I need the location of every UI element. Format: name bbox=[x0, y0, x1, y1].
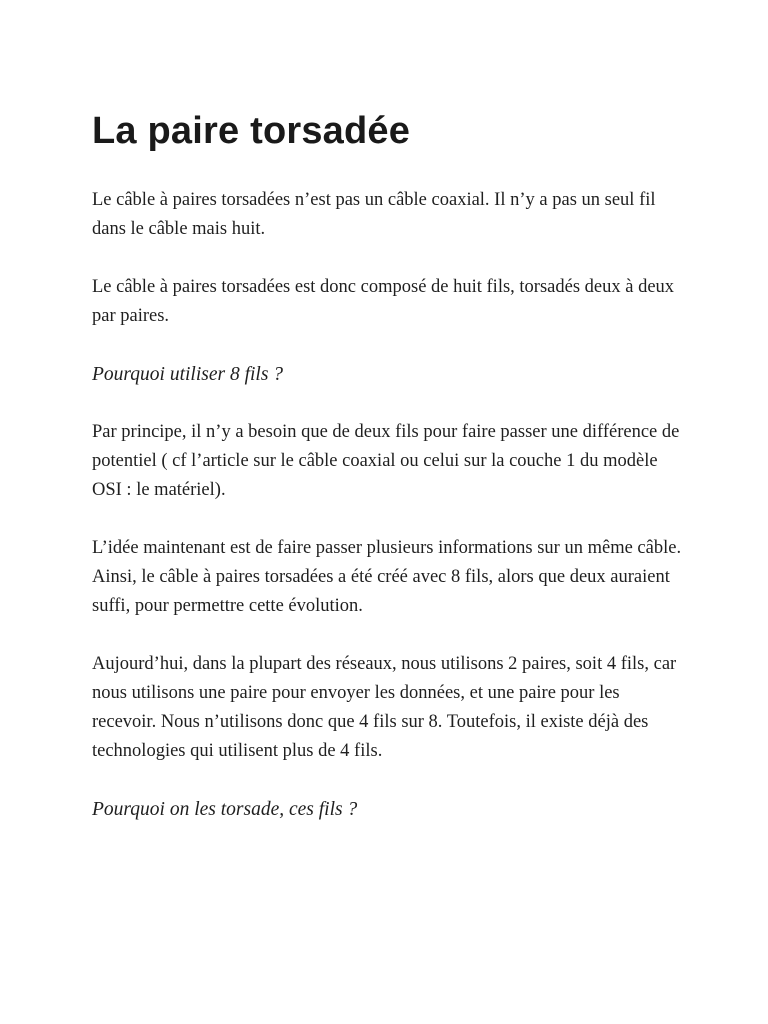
subheading-why-twisted: Pourquoi on les torsade, ces fils ? bbox=[92, 799, 358, 820]
paragraph-composition: Le câble à paires torsadées est donc composé de huit fils, torsadés deux à deux par paires. bbox=[92, 277, 675, 326]
paragraph-idea: L’idée maintenant est de faire passer plusieurs informations sur un même câble. Ainsi, le câble à paires torsadées a été créé avec 8 fils, alors que deux auraient suffi, pour permettre cette évolution. bbox=[92, 538, 682, 616]
article bbox=[92, 108, 682, 853]
paragraph-today: Aujourd’hui, dans la plupart des réseaux, nous utilisons 2 paires, soit 4 fils, car nous utilisons une paire pour envoyer les données, et une paire pour les recevoir. Nous n’utilisons donc que 4 fils sur 8. Toutefois, il existe déjà des technologies qui utilisent plus de 4 fils. bbox=[92, 654, 677, 761]
paragraph-intro: Le câble à paires torsadées n’est pas un câble coaxial. Il n’y a pas un seul fil dans le câble mais huit. bbox=[92, 190, 656, 239]
subheading-why-8-wires: Pourquoi utiliser 8 fils ? bbox=[92, 364, 284, 385]
article-title: La paire torsadée bbox=[92, 110, 411, 152]
paragraph-principle: Par principe, il n’y a besoin que de deux fils pour faire passer une différence de potentiel ( cf l’article sur le câble coaxial ou celui sur la couche 1 du modèle OSI : le matériel). bbox=[92, 422, 680, 500]
